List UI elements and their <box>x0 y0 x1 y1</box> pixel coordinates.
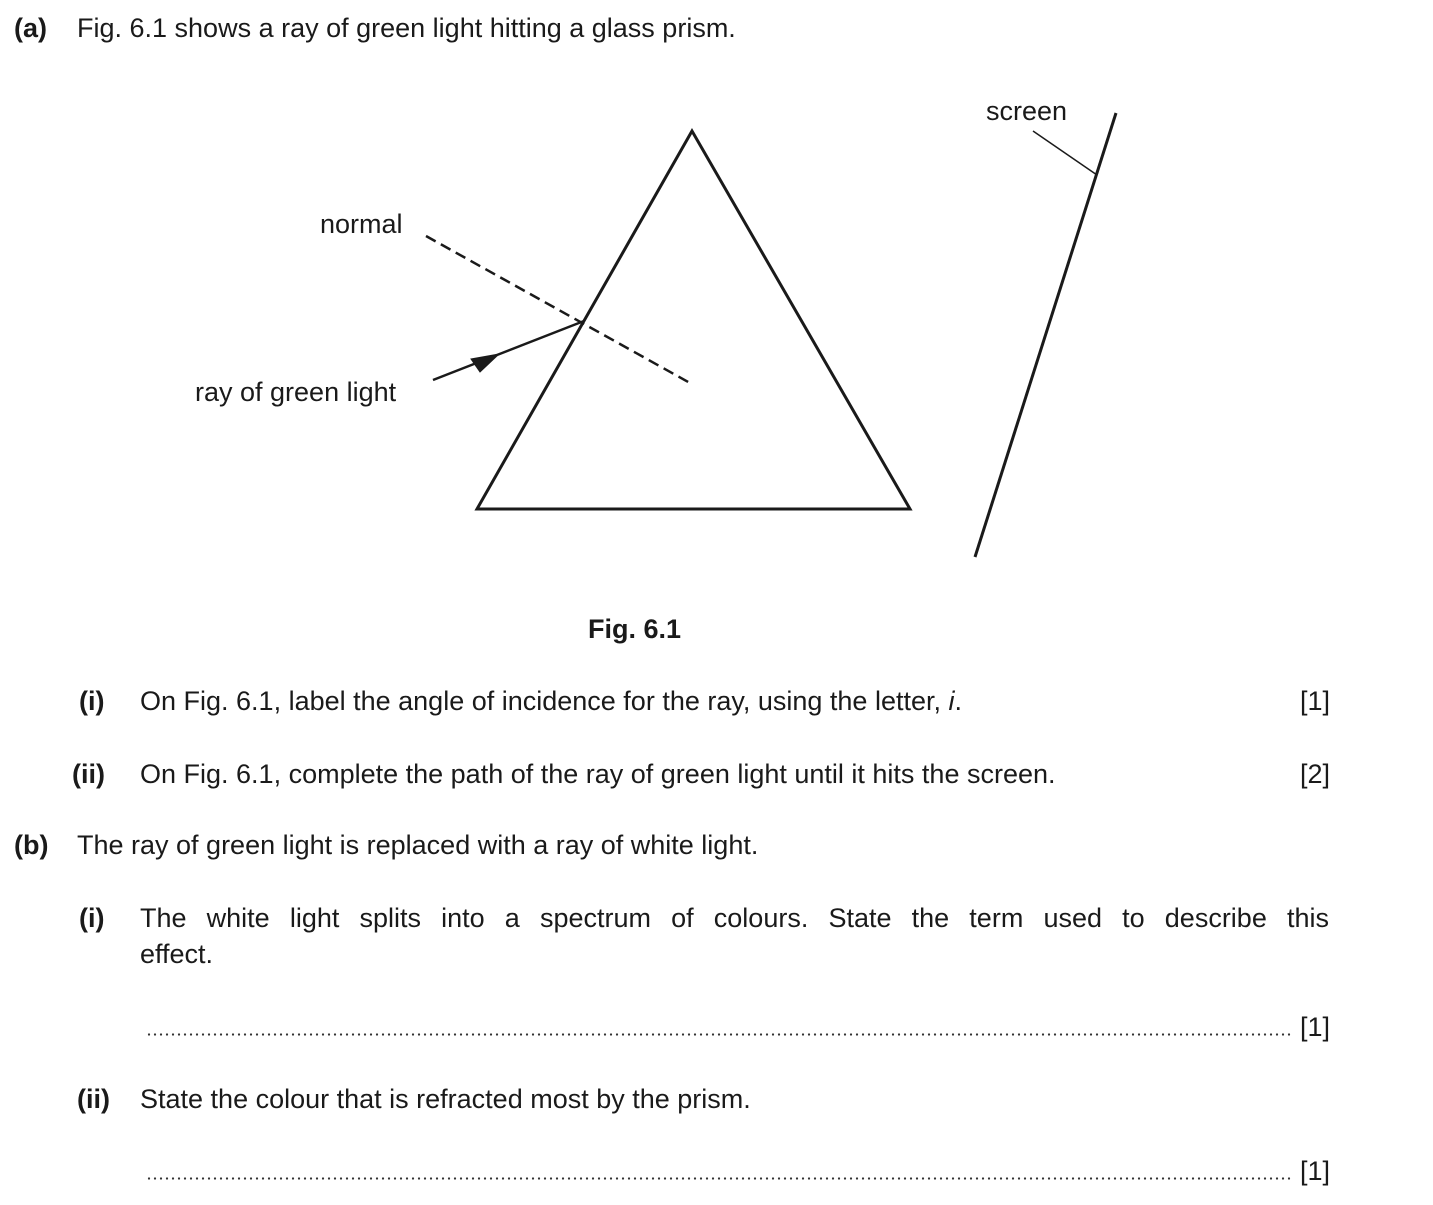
question-b-i-line2: effect. <box>140 939 214 969</box>
italic-letter-i: i <box>948 686 955 716</box>
question-a-i-text-main: On Fig. 6.1, label the angle of incidence for the ray, using the letter, <box>140 686 949 716</box>
normal-label: normal <box>320 209 403 239</box>
normal-line <box>426 236 690 383</box>
incident-ray <box>433 321 584 380</box>
question-a-i-text-end: . <box>954 686 962 716</box>
part-b-intro: The ray of green light is replaced with a ray of white light. <box>77 830 759 860</box>
question-a-i-marks: [1] <box>1299 686 1330 716</box>
part-b-label: (b) <box>14 830 49 860</box>
part-a-label: (a) <box>14 13 47 43</box>
answer-line-b-i[interactable] <box>146 1033 1291 1036</box>
screen-leader-line <box>1033 131 1097 175</box>
question-b-i-marks: [1] <box>1299 1012 1330 1042</box>
question-a-i-text <box>140 688 962 715</box>
ray-arrowhead <box>471 354 499 372</box>
question-b-i-line1: The white light splits into a spectrum of colours. State the term used to describe this <box>140 903 1329 933</box>
figure-caption: Fig. 6.1 <box>588 614 682 644</box>
prism-figure <box>0 0 1433 600</box>
question-b-i-number: (i) <box>79 903 105 933</box>
question-a-ii-marks: [2] <box>1299 759 1330 789</box>
screen-label: screen <box>986 96 1068 126</box>
question-a-ii-number: (ii) <box>72 759 105 789</box>
question-b-ii-text: State the colour that is refracted most by the prism. <box>140 1084 751 1114</box>
part-a-intro: Fig. 6.1 shows a ray of green light hitting a glass prism. <box>77 13 736 43</box>
glass-prism <box>477 131 910 509</box>
answer-line-b-ii[interactable] <box>146 1177 1291 1180</box>
question-a-i-number: (i) <box>79 686 105 716</box>
question-b-ii-number: (ii) <box>77 1084 110 1114</box>
ray-label: ray of green light <box>195 377 397 407</box>
question-b-ii-marks: [1] <box>1299 1156 1330 1186</box>
screen-line <box>975 113 1116 557</box>
question-a-ii-text: On Fig. 6.1, complete the path of the ray of green light until it hits the screen. <box>140 759 1056 789</box>
